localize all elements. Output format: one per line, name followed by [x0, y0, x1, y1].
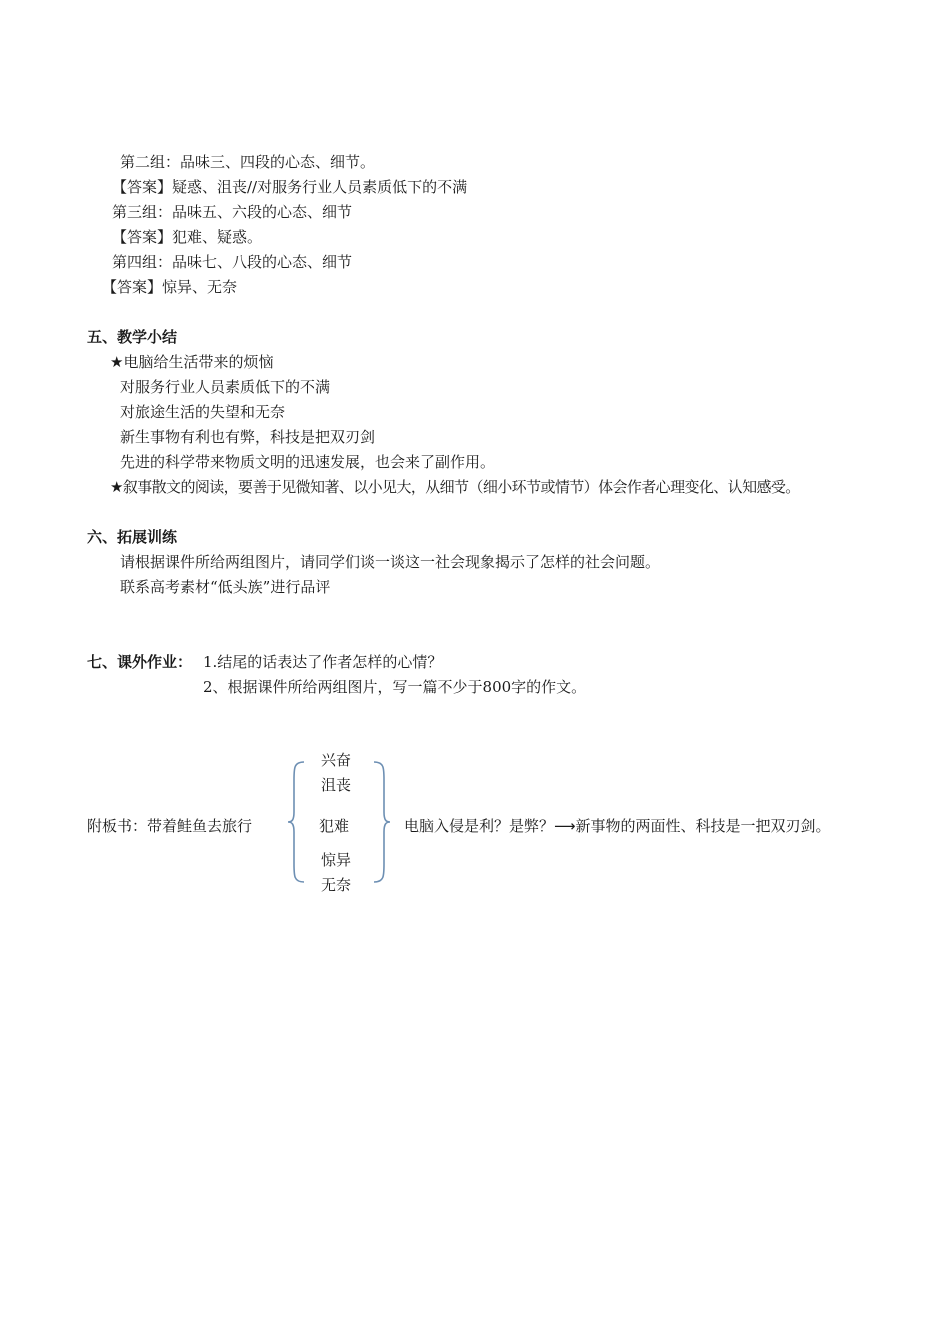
- summary-item-6: ★叙事散文的阅读，要善于见微知著、以小见大，从细节（细小环节或情节）体会作者心理变化、认知感受。: [110, 478, 800, 496]
- section5-heading: 五、教学小结: [87, 328, 178, 346]
- board-question: 电脑入侵是利？是弊？: [404, 817, 555, 835]
- emotion-troubled: 犯难: [319, 817, 350, 835]
- star-icon: ★: [110, 478, 123, 496]
- star-icon: ★: [110, 353, 124, 371]
- board-label: 附板书：带着鲑鱼去旅行: [87, 817, 253, 835]
- group4-task: 第四组：品味七、八段的心态、细节: [112, 253, 353, 271]
- group2-answer: 【答案】疑惑、沮丧//对服务行业人员素质低下的不满: [112, 178, 468, 196]
- right-arrow-icon: ⟶: [554, 817, 576, 835]
- group3-answer: 【答案】犯难、疑惑。: [112, 228, 263, 246]
- summary-item-1: ★电脑给生活带来的烦恼: [110, 353, 274, 371]
- homework-task-2: 2、根据课件所给两组图片，写一篇不少于800字的作文。: [203, 678, 587, 696]
- board-conclusion: [404, 816, 831, 836]
- group2-task: 第二组：品味三、四段的心态、细节。: [120, 153, 376, 171]
- extension-line-2: 联系高考素材“低头族”进行品评: [120, 578, 331, 596]
- summary-item-2: 对服务行业人员素质低下的不满: [120, 378, 331, 396]
- section7-heading: 七、课外作业：: [87, 653, 193, 671]
- group3-task: 第三组：品味五、六段的心态、细节: [112, 203, 353, 221]
- group4-answer: 【答案】惊异、无奈: [102, 278, 238, 296]
- summary-item-5: 先进的科学带来物质文明的迅速发展，也会来了副作用。: [120, 453, 496, 471]
- left-brace: [286, 760, 306, 884]
- emotion-depressed: 沮丧: [321, 776, 352, 794]
- emotion-helpless: 无奈: [321, 876, 352, 894]
- emotion-excited: 兴奋: [321, 751, 352, 769]
- extension-line-1: 请根据课件所给两组图片，请同学们谈一谈这一社会现象揭示了怎样的社会问题。: [120, 553, 661, 571]
- section6-heading: 六、拓展训练: [87, 528, 178, 546]
- summary-item-3: 对旅途生活的失望和无奈: [120, 403, 286, 421]
- homework-task-1: 1.结尾的话表达了作者怎样的心情？: [203, 653, 443, 671]
- right-brace: [372, 760, 392, 884]
- board-result: 新事物的两面性、科技是一把双刃剑。: [575, 817, 831, 835]
- emotion-surprised: 惊异: [321, 851, 352, 869]
- summary-item-4: 新生事物有利也有弊，科技是把双刃剑: [120, 428, 376, 446]
